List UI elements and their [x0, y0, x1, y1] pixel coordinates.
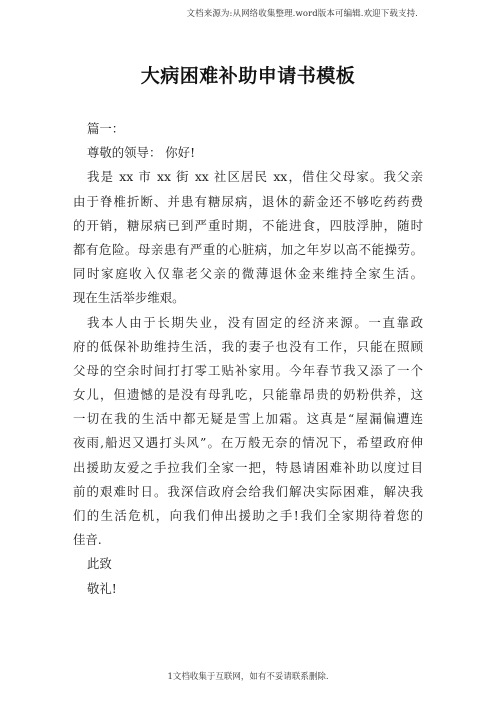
footer-note: 1文档收集于互联网，如有不妥请联系删除. [167, 672, 329, 682]
paragraph-line: 都有危险。母亲患有严重的心脏病，加之年岁以高不能操劳。 [73, 241, 423, 257]
document-title: 大病困难补助申请书模板 [140, 65, 356, 87]
paragraph-line: 出援助友爱之手拉我们全家一把，特恳请困难补助以度过目 [73, 459, 423, 475]
document-body [73, 117, 423, 601]
header-note: 文档来源为:从网络收集整理.word版本可编辑.欢迎下载支持. [186, 9, 418, 19]
paragraph-line: 父母的空余时间打打零工贴补家用。今年春节我又添了一个 [73, 362, 423, 378]
salutation: 尊敬的领导： 你好! [87, 145, 196, 161]
paragraph-line: 现在生活举步维艰。 [73, 290, 185, 306]
section-label: 篇一： [87, 121, 125, 136]
paragraph-line: 我是 xx 市 xx 街 xx 社区居民 xx，借住父母家。我父亲 [87, 169, 423, 185]
closing-line-1: 此致 [87, 556, 112, 572]
paragraph-line: 府的低保补助维持生活，我的妻子也没有工作，只能在照顾 [73, 338, 423, 354]
paragraph-2 [73, 311, 423, 553]
paragraph-line: 女儿，但遗憾的是没有母乳吃，只能靠昂贵的奶粉供养，这 [73, 387, 423, 403]
paragraph-line: 前的艰难时日。我深信政府会给我们解决实际困难，解决我 [73, 483, 423, 499]
paragraph-line: 一切在我的生活中都无疑是雪上加霜。这真是“屋漏偏遭连 [73, 411, 423, 427]
paragraph-line: 我本人由于长期失业，没有固定的经济来源。一直靠政 [87, 314, 423, 330]
paragraph-line: 夜雨,船迟又遇打头风”。在万般无奈的情况下，希望政府伸 [73, 435, 423, 451]
paragraph-line: 佳音. [73, 532, 102, 548]
paragraph-line: 同时家庭收入仅靠老父亲的微薄退休金来维持全家生活。 [73, 266, 423, 282]
paragraph-line: 的开销，糖尿病已到严重时期，不能进食，四肢浮肿，随时 [73, 217, 423, 233]
paragraph-1 [73, 165, 423, 310]
closing-line-2: 敬礼! [87, 580, 117, 596]
paragraph-line: 们的生活危机，向我们伸出援助之手!我们全家期待着您的 [73, 508, 423, 523]
paragraph-line: 由于脊椎折断、并患有糖尿病，退休的薪金还不够吃药药费 [73, 193, 423, 209]
